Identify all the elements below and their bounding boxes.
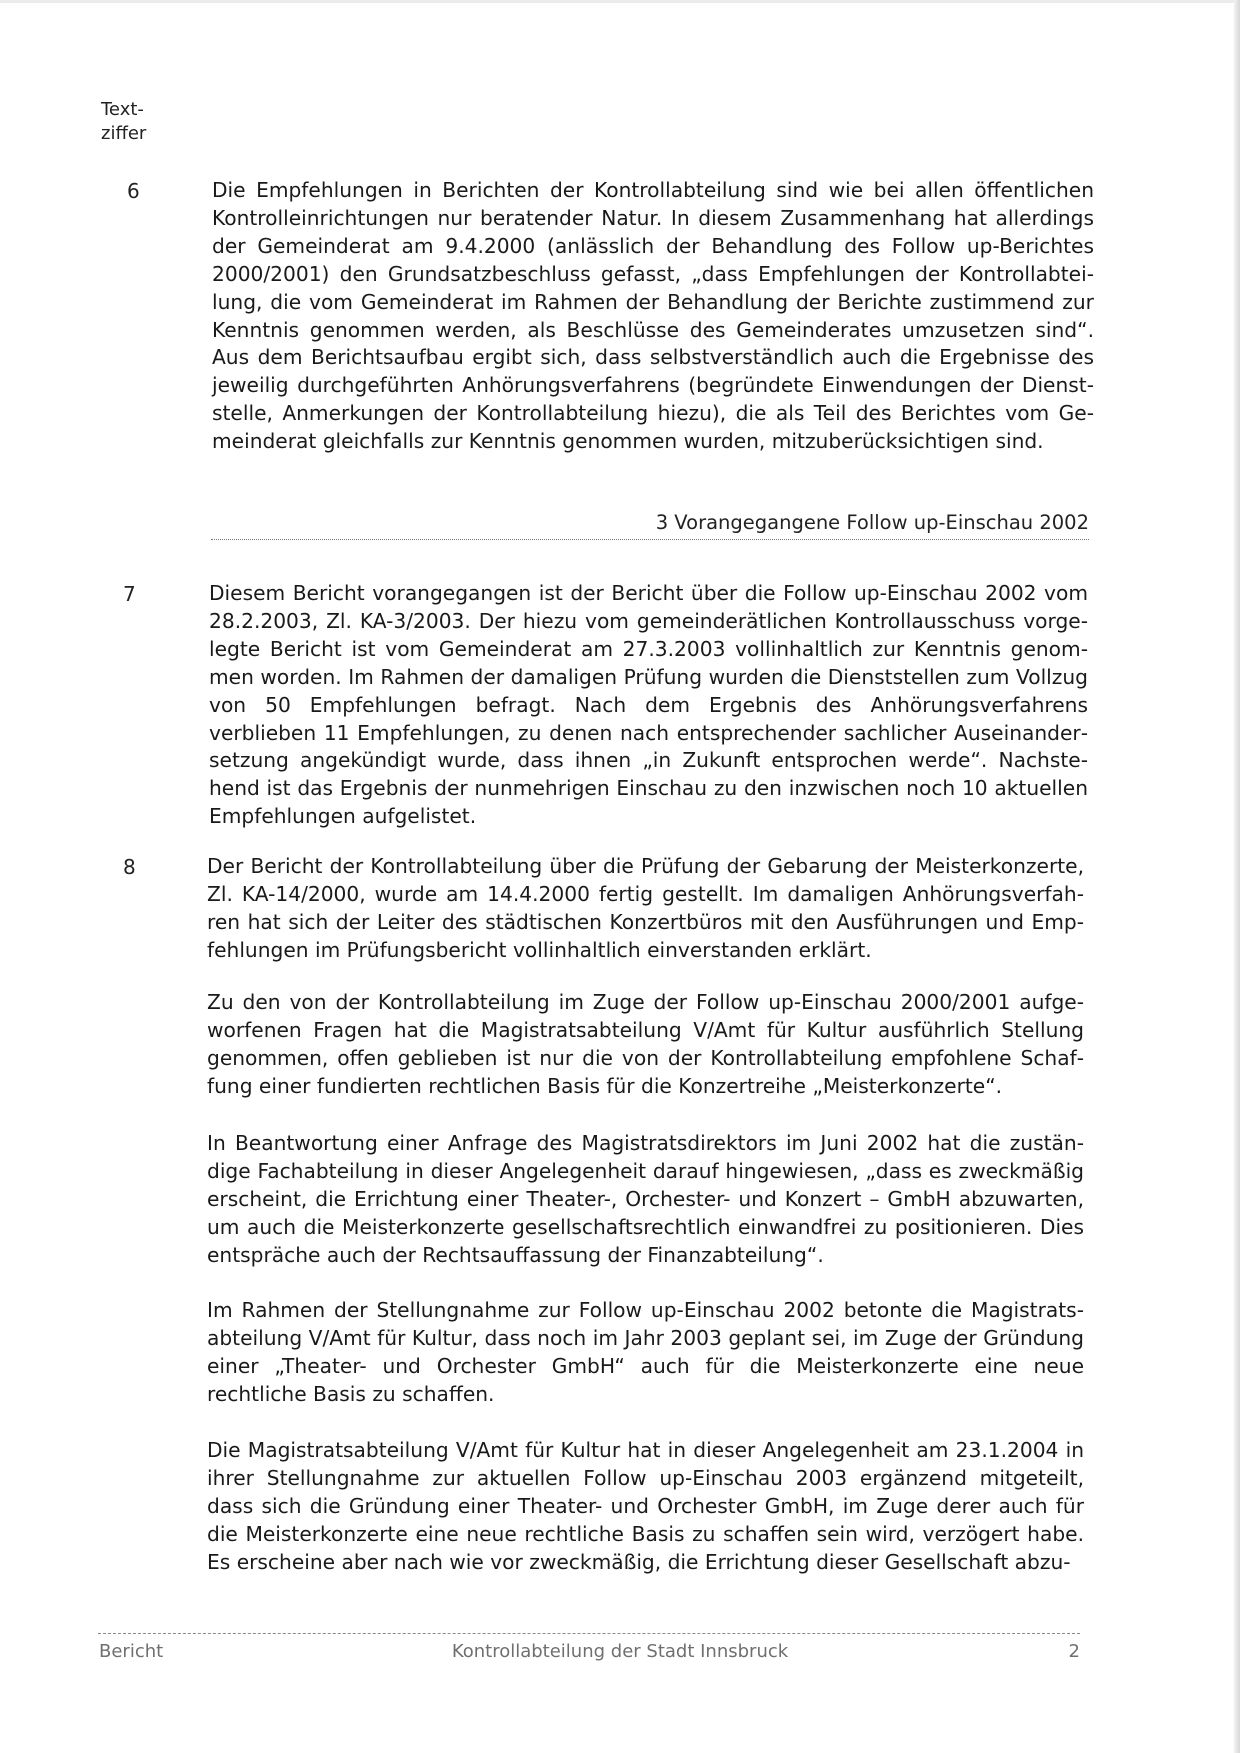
footer-report-label: Bericht — [99, 1641, 164, 1662]
section-heading-rule — [211, 539, 1089, 540]
footer-page-number: 2 — [1068, 1641, 1080, 1662]
paragraph-8-continuation-1: Zu den von der Kontrollabteilung im Zuge der Follow up-Einschau 2000/2001 aufgeworfenen Fragen hat die Magistratsabteilung V/Amt für Kultur ausführlich Stellung genommen, offen geblieben ist nur die von der Kontrollabteilung empfohlene Schaffung einer fundierten rechtlichen Basis für die Konzertreihe „Meisterkonzerte“. — [207, 990, 1084, 1098]
paragraph-6: Die Empfehlungen in Berichten der Kontrollabteilung sind wie bei allen öffentlichen Kontrolleinrichtungen nur beratender Natur. In diesem Zusammenhang hat allerdings der Gemeinderat am 9.4.2000 (anlässlich der Behandlung des Follow up-Berichtes 2000/2001) den Grundsatzbeschluss gefasst, „dass Empfehlungen der Kontrollabteilung, die vom Gemeinderat im Rahmen der Behandlung der Berichte zustimmend zur Kenntnis genommen werden, als Beschlüsse des Gemeinderates umzusetzen sind“. Aus dem Berichtsaufbau ergibt sich, dass selbstverständlich auch die Ergebnisse des jeweilig durchgeführten Anhörungsverfahrens (begründete Einwendungen der Dienststelle, Anmerkungen der Kontrollabteilung hiezu), die als Teil des Berichtes vom Gemeinderat gleichfalls zur Kenntnis genommen wurden, mitzuberücksichtigen sind. — [212, 178, 1094, 454]
scan-edge-top — [0, 0, 1240, 3]
footer-organization: Kontrollabteilung der Stadt Innsbruck — [451, 1641, 789, 1662]
section-heading: 3 Vorangegangene Follow up-Einschau 2002 — [655, 511, 1089, 534]
paragraph-8: Der Bericht der Kontrollabteilung über die Prüfung der Gebarung der Meisterkonzerte, Zl. KA-14/2000, wurde am 14.4.2000 fertig gestellt. Im damaligen Anhörungsverfahren hat sich der Leiter des städtischen Konzertbüros mit den Ausführungen und Empfehlungen im Prüfungsbericht vollinhaltlich einverstanden erklärt. — [207, 854, 1084, 962]
paragraph-8-continuation-2: In Beantwortung einer Anfrage des Magistratsdirektors im Juni 2002 hat die zuständige Fachabteilung in dieser Angelegenheit darauf hingewiesen, „dass es zweckmäßig erscheint, die Errichtung einer Theater-, Orchester- und Konzert – GmbH abzuwarten, um auch die Meisterkonzerte gesellschaftsrechtlich einwandfrei zu positionieren. Dies entspräche auch der Rechtsauffassung der Finanzabteilung“. — [207, 1131, 1084, 1267]
paragraph-8-continuation-4: Die Magistratsabteilung V/Amt für Kultur hat in dieser Angelegenheit am 23.1.2004 in ihrer Stellungnahme zur aktuellen Follow up-Einschau 2003 ergänzend mitgeteilt, dass sich die Gründung einer Theater- und Orchester GmbH, im Zuge derer auch für die Meisterkonzerte eine neue rechtliche Basis zu schaffen sein wird, verzögert habe. Es erscheine aber nach wie vor zweckmäßig, die Errichtung dieser Gesellschaft abzu- — [207, 1438, 1084, 1574]
paragraph-8-continuation-3: Im Rahmen der Stellungnahme zur Follow up-Einschau 2002 betonte die Magistratsabteilung V/Amt für Kultur, dass noch im Jahr 2003 geplant sei, im Zuge der Gründung einer „Theater- und Orchester GmbH“ auch für die Meisterkonzerte eine neue rechtliche Basis zu schaffen. — [207, 1298, 1084, 1406]
margin-label-line-1: Text- — [101, 99, 144, 120]
margin-label-line-2: ziffer — [101, 123, 147, 144]
paragraph-number-7: 7 — [123, 582, 136, 606]
paragraph-number-6: 6 — [127, 179, 140, 203]
paragraph-7: Diesem Bericht vorangegangen ist der Bericht über die Follow up-Einschau 2002 vom 28.2.2003, Zl. KA-3/2003. Der hiezu vom gemeinderätlichen Kontrollausschuss vorgelegte Bericht ist vom Gemeinderat am 27.3.2003 vollinhaltlich zur Kenntnis genommen worden. Im Rahmen der damaligen Prüfung wurden die Dienststellen zum Vollzug von 50 Empfehlungen befragt. Nach dem Ergebnis des Anhörungsverfahrens verblieben 11 Empfehlungen, zu denen nach entsprechender sachlicher Auseinandersetzung angekündigt wurde, dass ihnen „in Zukunft entsprochen werde“. Nachstehend ist das Ergebnis der nunmehrigen Einschau zu den inzwischen noch 10 aktuellen Empfehlungen aufgelistet. — [209, 581, 1088, 829]
margin-label — [101, 98, 146, 146]
scan-edge-right — [1234, 0, 1240, 1753]
footer-rule — [98, 1633, 1080, 1634]
paragraph-number-8: 8 — [123, 855, 136, 879]
